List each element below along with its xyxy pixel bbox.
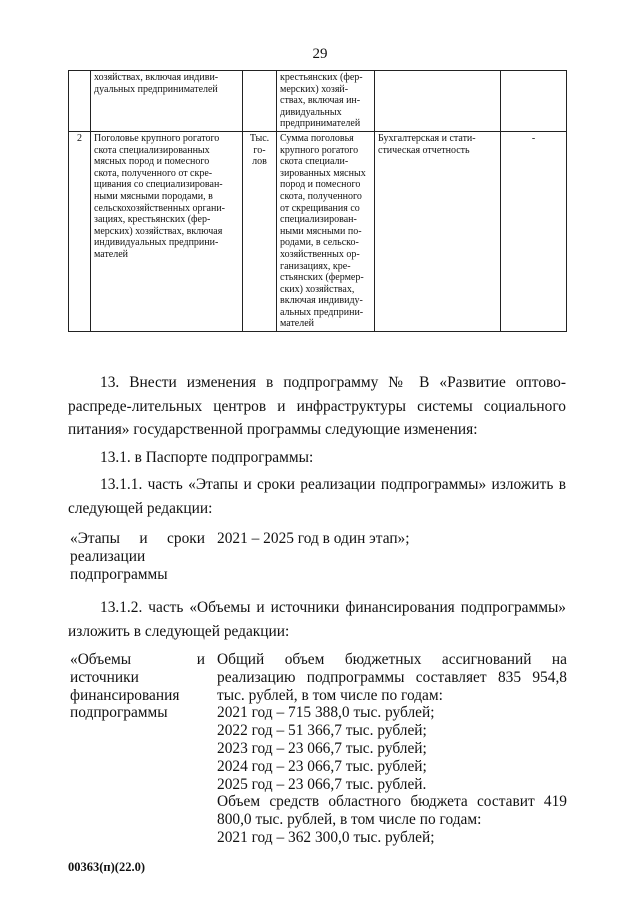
funding-year: 2021 год – 715 388,0 тыс. рублей;	[217, 704, 435, 722]
item-13-1-paragraph: 13.1. в Паспорте подпрограммы:	[100, 449, 314, 466]
table-cell-source: Бухгалтерская и стати- стическая отчетность	[375, 131, 501, 331]
item-13-paragraph: 13. Внести изменения в подпрограмму № В «Развитие оптово-распреде-лительных центров и инфраструктуры системы социального питания» государственной программы следующие изменения:	[68, 374, 566, 438]
funding-year: 2024 год – 23 066,7 тыс. рублей;	[217, 757, 427, 775]
table-cell-name: хозяйствах, включая индиви- дуальных предпринимателей	[91, 71, 243, 132]
table-row	[69, 131, 567, 331]
funding-year: 2022 год – 51 366,7 тыс. рублей;	[217, 722, 427, 740]
document-code: 00363(п)(22.0)	[68, 860, 145, 874]
stages-value: 2021 – 2025 год в один этап»;	[217, 530, 410, 547]
table-cell-formula: Сумма поголовья крупного рогатого скота специали- зированных мясных пород и помесного скота, полученного от скрещивания со специализирован- ными мясными по- родами, в сельско- хозяйственных ор- ганизациях, кре- стьянских (фермер- ских) хозяйствах, включая индивиду- альных предприни- мателей	[277, 131, 375, 331]
funding-regional-year: 2021 год – 362 300,0 тыс. рублей;	[217, 828, 435, 846]
table-cell-unit: Тыс. го- лов	[243, 131, 277, 331]
table-cell-extra: -	[501, 131, 567, 331]
table-cell-formula: крестьянских (фер- мерских) хозяй- ствах, включая ин- дивидуальных предпринимателей	[277, 71, 375, 132]
funding-year: 2025 год – 23 066,7 тыс. рублей.	[217, 775, 427, 793]
indicator-table	[68, 70, 567, 332]
funding-value	[217, 651, 567, 847]
table-cell-extra	[501, 71, 567, 132]
stages-label: «Этапы и сроки реализации подпрограммы	[70, 530, 205, 583]
funding-year: 2023 год – 23 066,7 тыс. рублей;	[217, 739, 427, 757]
item-13-1-1-paragraph: 13.1.1. часть «Этапы и сроки реализации подпрограммы» изложить в следующей редакции:	[68, 476, 566, 517]
table-cell-name: Поголовье крупного рогатого скота специализированных мясных пород и помесного скота, полученного от скре- щивания со специализирован- ными мясными породами, в сельскохозяйственных органи- зациях, крестьянских (фер- мерских) хозяйствах, включая индивидуальных предприни- мателей	[91, 131, 243, 331]
table-cell-num: 2	[69, 131, 91, 331]
table-row	[69, 71, 567, 132]
item-13-1-2-paragraph: 13.1.2. часть «Объемы и источники финансирования подпрограммы» изложить в следующей редакции:	[68, 599, 566, 640]
funding-total: Общий объем бюджетных ассигнований на реализацию подпрограммы составляет 835 954,8 тыс. рублей, в том числе по годам:	[217, 651, 567, 704]
table-cell-unit	[243, 71, 277, 132]
page-number: 29	[312, 46, 328, 62]
table-cell-source	[375, 71, 501, 132]
funding-regional: Объем средств областного бюджета составит 419 800,0 тыс. рублей, в том числе по годам:	[217, 793, 567, 829]
table-cell-num	[69, 71, 91, 132]
funding-label: «Объемы и источники финансирования подпрограммы	[70, 651, 205, 722]
